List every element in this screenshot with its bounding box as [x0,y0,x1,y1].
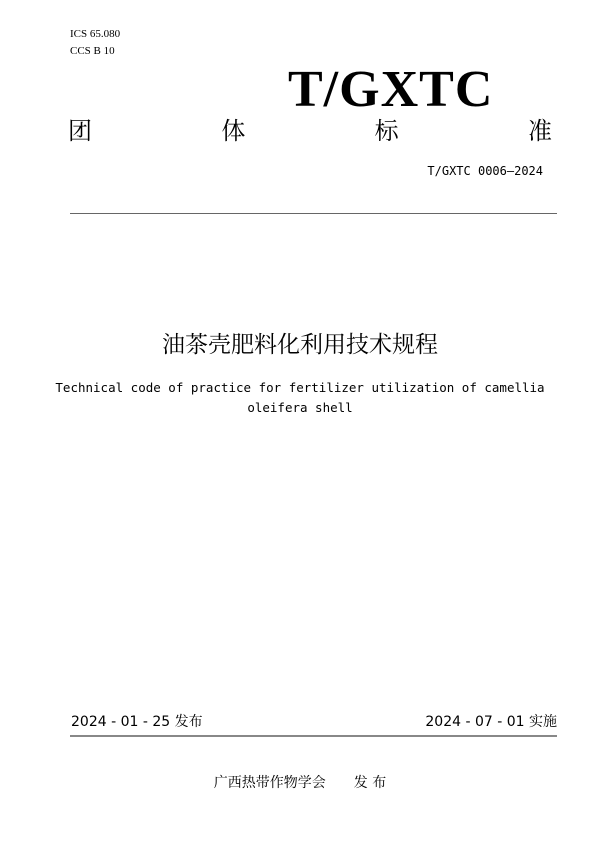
standard-type-char: 团 [68,117,92,145]
standard-type-char: 准 [527,117,552,145]
publisher: 广西热带作物学会 发 布 [213,775,387,791]
divider-bottom [70,735,557,737]
divider-top [70,213,557,214]
standard-type-char: 体 [221,117,246,145]
title-chinese: 油茶壳肥料化利用技术规程 [162,332,438,358]
standard-code: T/GXTC 0006—2024 [427,164,543,178]
title-english [40,378,560,418]
title-english-line: oleifera shell [247,400,353,415]
standard-type [68,116,552,146]
ccs-code: CCS B 10 [70,45,115,57]
ics-code: ICS 65.080 [70,28,121,40]
release-date: 2024 - 01 - 25 发布 [71,714,203,730]
title-english-line: Technical code of practice for fertilizer utilization of camellia [55,380,545,395]
effective-date: 2024 - 07 - 01 实施 [425,714,557,730]
brand-logo: T/GXTC [288,61,494,118]
standard-type-char: 标 [374,117,399,145]
